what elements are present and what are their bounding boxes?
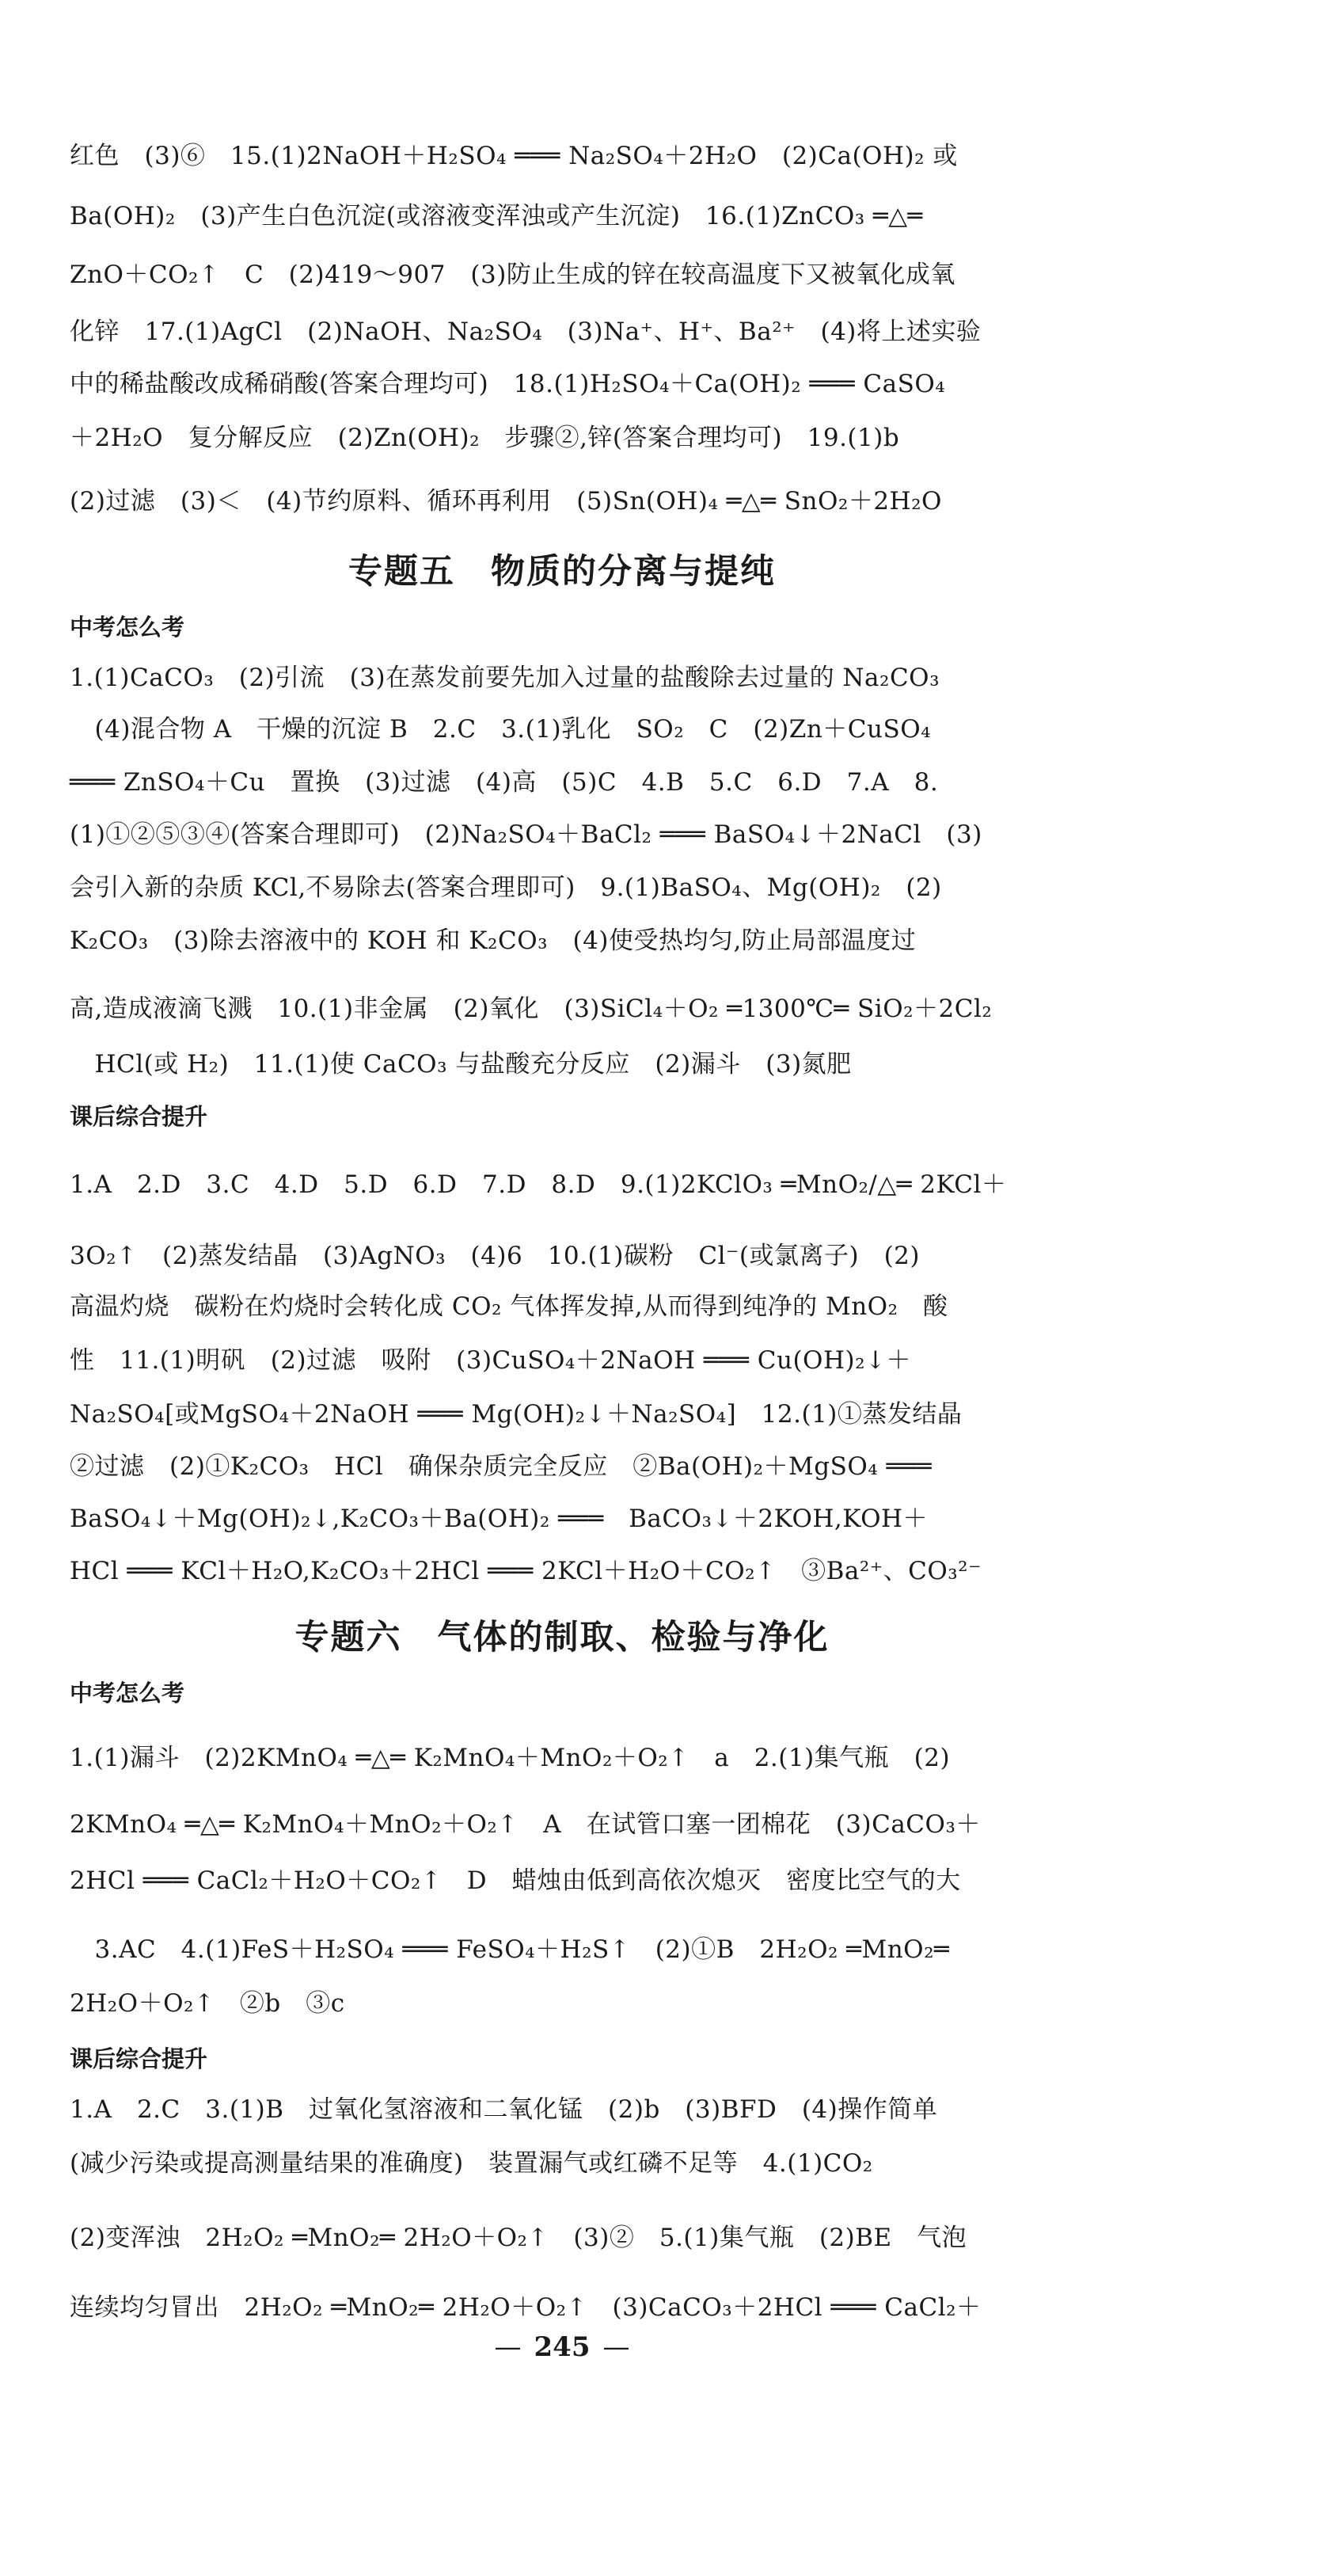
text-line: (4)混合物 A 干燥的沉淀 B 2.C 3.(1)乳化 SO₂ C (2)Zn＋CuSO₄: [70, 715, 932, 744]
page-number-value: 245: [534, 2331, 591, 2363]
text-line: 2KMnO₄ ═△═ K₂MnO₄＋MnO₂＋O₂↑ A 在试管口塞一团棉花 (3)CaCO₃＋: [70, 1810, 981, 1839]
text-line: 高温灼烧 碳粉在灼烧时会转化成 CO₂ 气体挥发掉,从而得到纯净的 MnO₂ 酸: [70, 1292, 948, 1321]
text-line: 2HCl ═══ CaCl₂＋H₂O＋CO₂↑ D 蜡烛由低到高依次熄灭 密度比空气的大: [70, 1866, 961, 1895]
text-line: 化锌 17.(1)AgCl (2)NaOH、Na₂SO₄ (3)Na⁺、H⁺、Ba²⁺ (4)将上述实验: [70, 318, 982, 346]
text-line: 1.(1)漏斗 (2)2KMnO₄ ═△═ K₂MnO₄＋MnO₂＋O₂↑ a 2.(1)集气瓶 (2): [70, 1744, 951, 1772]
text-line: ZnO＋CO₂↑ C (2)419～907 (3)防止生成的锌在较高温度下又被氧化成氧: [70, 261, 955, 289]
subheading: 中考怎么考: [70, 614, 185, 641]
page-number: — 245 —: [494, 2331, 630, 2363]
section-title: 专题五 物质的分离与提纯: [348, 552, 776, 592]
text-line: 1.(1)CaCO₃ (2)引流 (3)在蒸发前要先加入过量的盐酸除去过量的 Na₂CO₃: [70, 664, 940, 692]
text-line: Ba(OH)₂ (3)产生白色沉淀(或溶液变浑浊或产生沉淀) 16.(1)ZnCO₃ ═△═: [70, 202, 923, 230]
subheading: 课后综合提升: [70, 1103, 208, 1130]
text-line: K₂CO₃ (3)除去溶液中的 KOH 和 K₂CO₃ (4)使受热均匀,防止局部温度过: [70, 927, 917, 955]
text-line: Na₂SO₄[或MgSO₄＋2NaOH ═══ Mg(OH)₂↓＋Na₂SO₄] 12.(1)①蒸发结晶: [70, 1400, 963, 1429]
text-line: 高,造成液滴飞溅 10.(1)非金属 (2)氧化 (3)SiCl₄＋O₂ ═1300℃═ SiO₂＋2Cl₂: [70, 995, 993, 1023]
text-line: 3.AC 4.(1)FeS＋H₂SO₄ ═══ FeSO₄＋H₂S↑ (2)①B 2H₂O₂ ═MnO₂═: [70, 1935, 950, 1964]
text-line: HCl(或 H₂) 11.(1)使 CaCO₃ 与盐酸充分反应 (2)漏斗 (3)氮肥: [70, 1050, 852, 1079]
text-line: (2)变浑浊 2H₂O₂ ═MnO₂═ 2H₂O＋O₂↑ (3)② 5.(1)集气瓶 (2)BE 气泡: [70, 2224, 967, 2252]
text-line: 会引入新的杂质 KCl,不易除去(答案合理即可) 9.(1)BaSO₄、Mg(OH)₂ (2): [70, 873, 942, 902]
text-line: 1.A 2.D 3.C 4.D 5.D 6.D 7.D 8.D 9.(1)2KClO₃ ═MnO₂/△═ 2KCl＋: [70, 1170, 1007, 1199]
text-line: ②过滤 (2)①K₂CO₃ HCl 确保杂质完全反应 ②Ba(OH)₂＋MgSO₄ ═══: [70, 1452, 933, 1481]
text-line: ＋2H₂O 复分解反应 (2)Zn(OH)₂ 步骤②,锌(答案合理均可) 19.(1)b: [70, 424, 900, 452]
subheading: 课后综合提升: [70, 2045, 208, 2072]
text-line: (2)过滤 (3)＜ (4)节约原料、循环再利用 (5)Sn(OH)₄ ═△═ SnO₂＋2H₂O: [70, 487, 942, 516]
text-line: BaSO₄↓＋Mg(OH)₂↓,K₂CO₃＋Ba(OH)₂ ═══ BaCO₃↓＋2KOH,KOH＋: [70, 1505, 929, 1533]
text-line: (减少污染或提高测量结果的准确度) 装置漏气或红磷不足等 4.(1)CO₂: [70, 2149, 873, 2178]
text-line: 红色 (3)⑥ 15.(1)2NaOH＋H₂SO₄ ═══ Na₂SO₄＋2H₂O (2)Ca(OH)₂ 或: [70, 142, 958, 170]
text-line: 1.A 2.C 3.(1)B 过氧化氢溶液和二氧化锰 (2)b (3)BFD (4)操作简单: [70, 2095, 938, 2124]
text-line: (1)①②⑤③④(答案合理即可) (2)Na₂SO₄＋BaCl₂ ═══ BaSO₄↓＋2NaCl (3): [70, 820, 982, 849]
section-title: 专题六 气体的制取、检验与净化: [294, 1618, 830, 1657]
text-line: 3O₂↑ (2)蒸发结晶 (3)AgNO₃ (4)6 10.(1)碳粉 Cl⁻(或氯离子) (2): [70, 1242, 921, 1270]
text-line: 性 11.(1)明矾 (2)过滤 吸附 (3)CuSO₄＋2NaOH ═══ Cu(OH)₂↓＋: [70, 1346, 911, 1375]
text-line: 连续均匀冒出 2H₂O₂ ═MnO₂═ 2H₂O＋O₂↑ (3)CaCO₃＋2HCl ═══ CaCl₂＋: [70, 2293, 982, 2322]
text-line: 中的稀盐酸改成稀硝酸(答案合理均可) 18.(1)H₂SO₄＋Ca(OH)₂ ═══ CaSO₄: [70, 370, 946, 398]
text-line: ═══ ZnSO₄＋Cu 置换 (3)过滤 (4)高 (5)C 4.B 5.C 6.D 7.A 8.: [70, 768, 939, 797]
text-line: 2H₂O＋O₂↑ ②b ③c: [70, 1989, 345, 2018]
text-line: HCl ═══ KCl＋H₂O,K₂CO₃＋2HCl ═══ 2KCl＋H₂O＋CO₂↑ ③Ba²⁺、CO₃²⁻: [70, 1557, 982, 1585]
subheading: 中考怎么考: [70, 1680, 185, 1707]
